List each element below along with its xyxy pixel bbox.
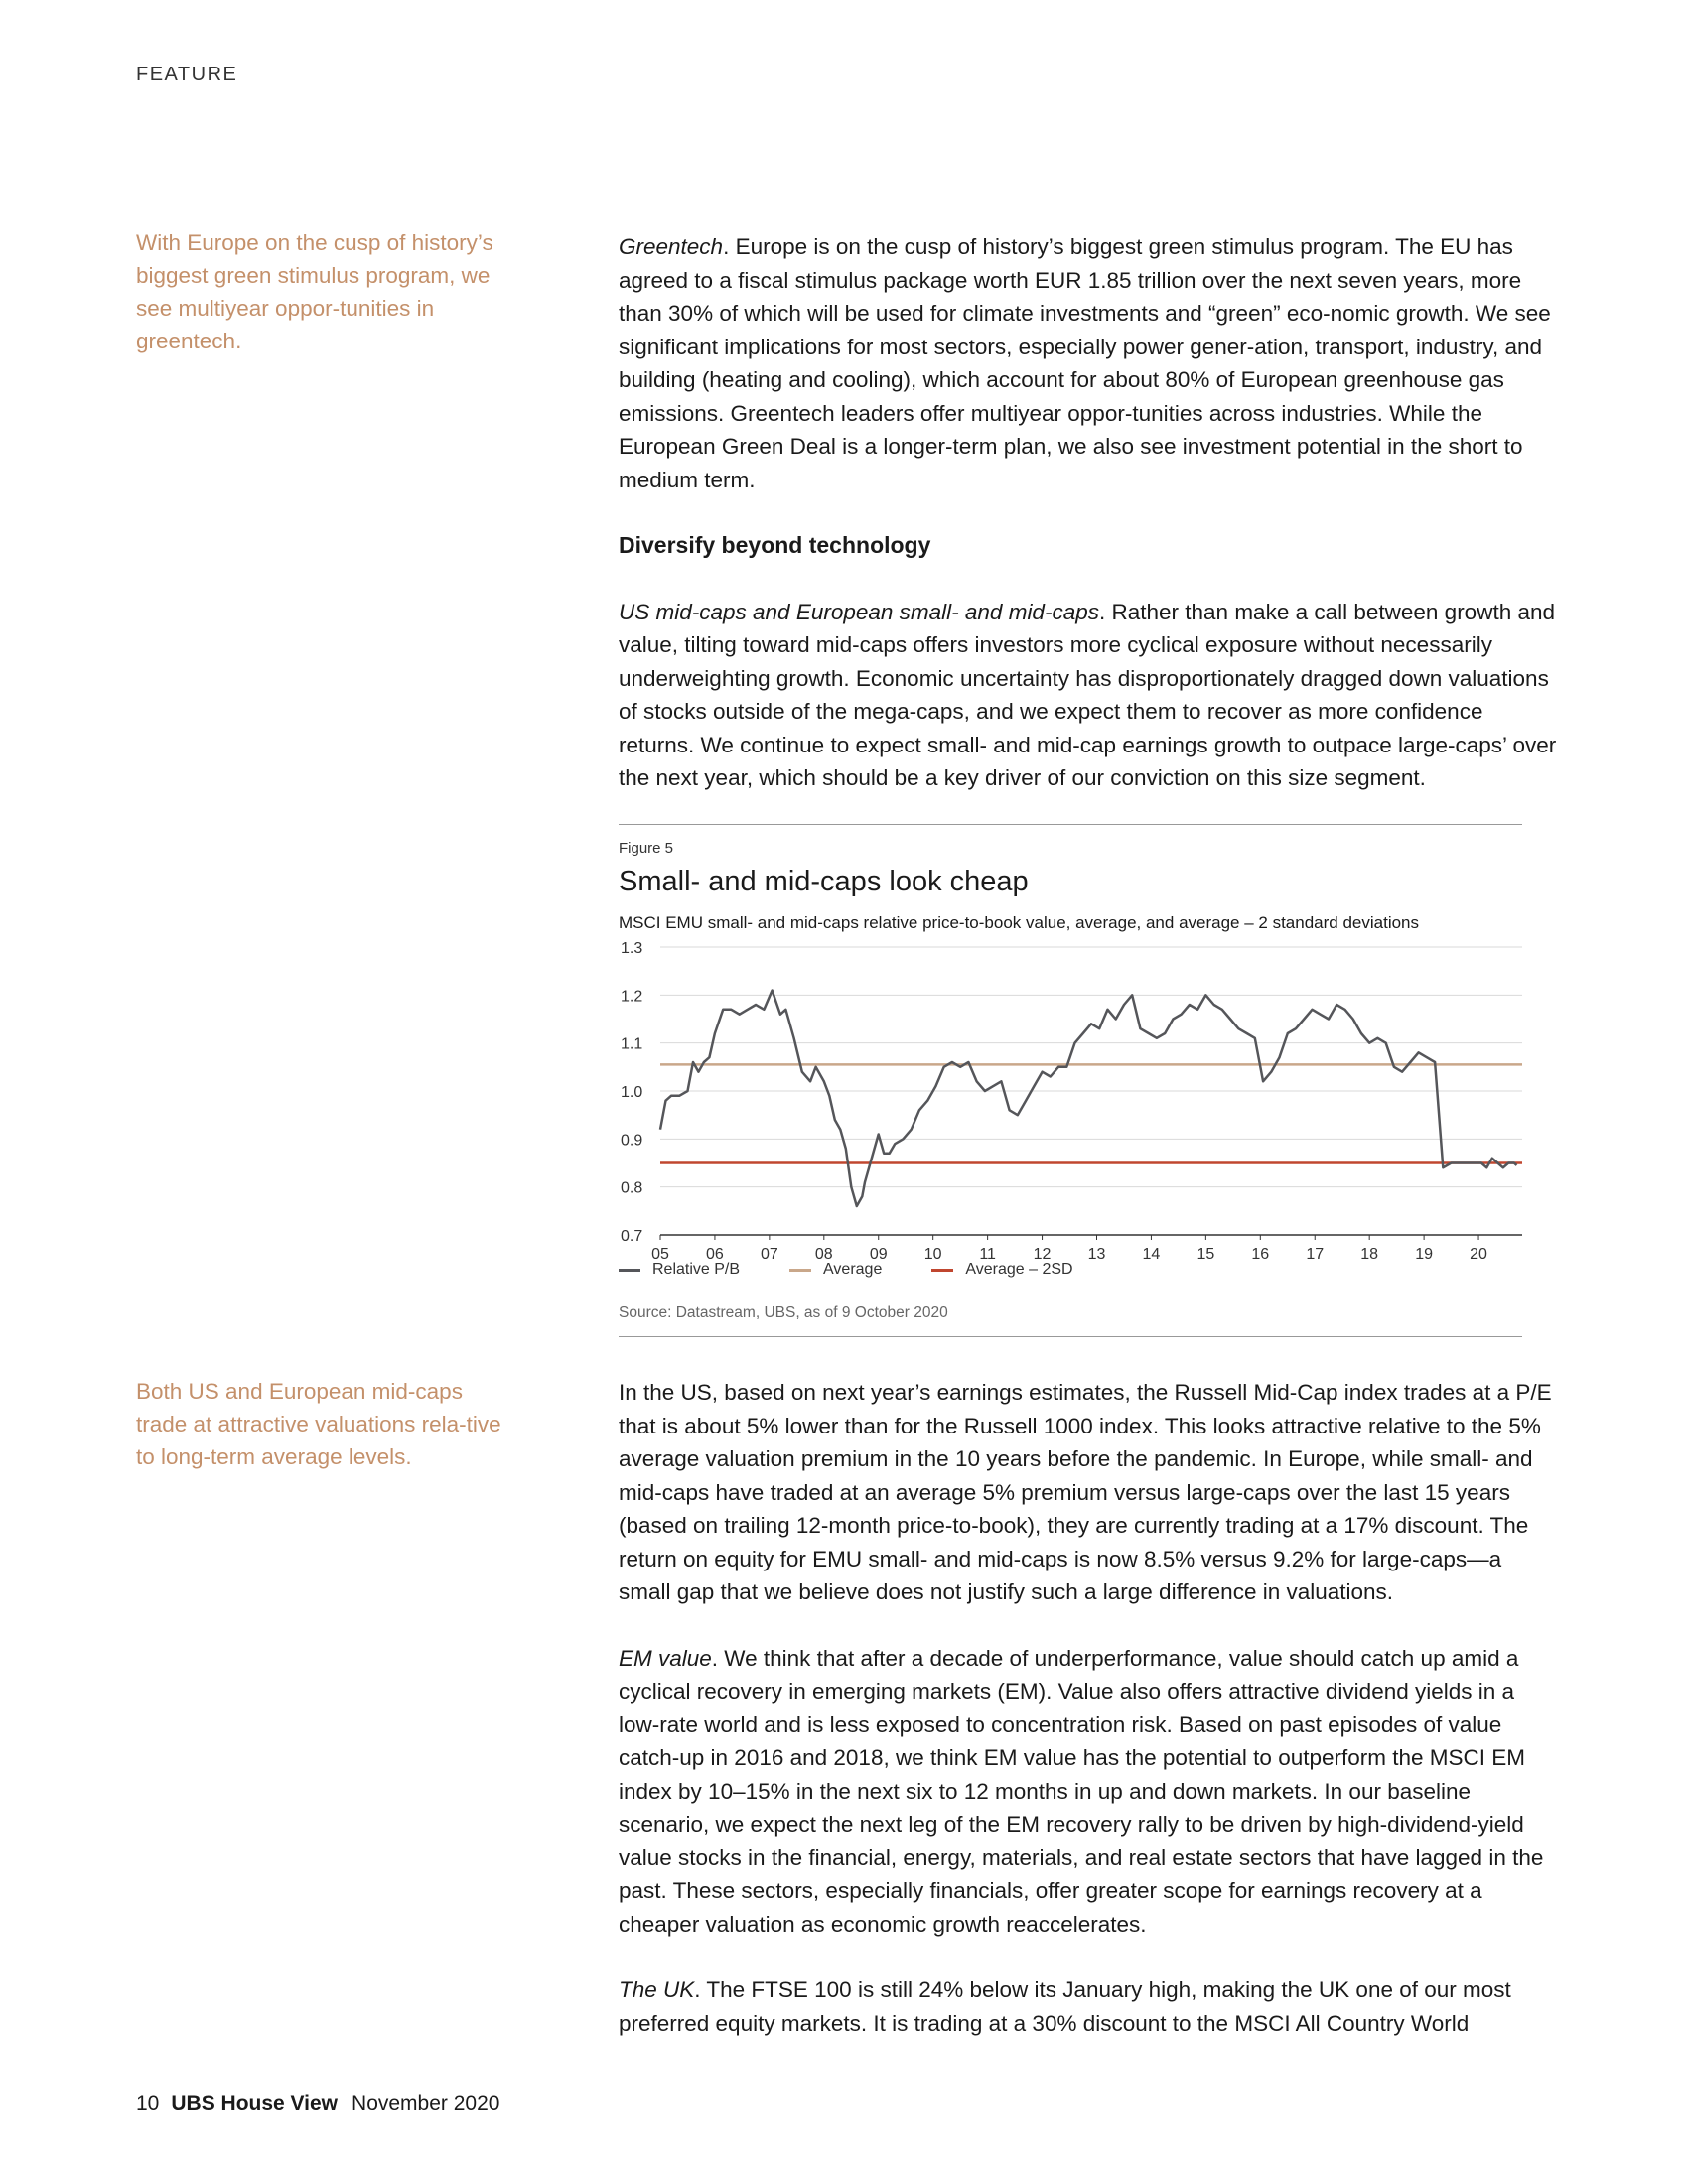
figure-source: Source: Datastream, UBS, as of 9 October 2020 [619,1304,948,1321]
page-number: 10 [136,2092,160,2115]
paragraph-lead: EM value [619,1645,712,1671]
section-label: FEATURE [136,64,238,85]
legend-label: Relative P/B [652,1261,741,1278]
x-tick-label: 05 [651,1246,669,1261]
paragraph-lead: US mid-caps and European small- and mid-caps [619,599,1099,624]
legend-swatch [931,1269,953,1272]
legend-entry [931,1261,1072,1279]
x-tick-label: 09 [869,1246,888,1261]
y-tick-label: 0.9 [621,1132,643,1150]
figure-label: Figure 5 [619,840,674,857]
x-tick-label: 06 [706,1246,724,1261]
x-tick-label: 18 [1360,1246,1379,1261]
y-tick-label: 0.8 [621,1179,643,1197]
paragraph-text: In the US, based on next year’s earnings estimates, the Russell Mid-Cap index trades at a P/E that is about 5% lower than for the Russell 1000 index. This looks attractive relative to the 5% average valuation premium in the 10 years before the pandemic. In Europe, while small- and mid-caps have traded at an average 5% premium versus large-caps over the last 15 years (based on trailing 12-month price-to-book), they are currently trading at a 17% discount. The return on equity for EMU small- and mid-caps is now 8.5% versus 9.2% for large-caps—a small gap that we believe does not justify such a large difference in valuations. [619,1380,1552,1604]
legend-swatch [619,1269,640,1272]
y-tick-label: 1.0 [621,1084,643,1101]
paragraph-uk [619,1974,1557,2040]
body-text-bottom [619,1376,1557,2073]
chart-legend [619,1261,1073,1279]
x-tick-label: 19 [1415,1246,1434,1261]
page-footer [136,2092,499,2116]
paragraph-lead: Greentech [619,234,724,259]
x-tick-label: 11 [979,1246,996,1261]
legend-swatch [789,1269,811,1272]
x-tick-label: 07 [760,1246,778,1261]
figure-top-rule [619,824,1522,825]
figure-title: Small- and mid-caps look cheap [619,866,1029,897]
x-tick-label: 15 [1196,1246,1215,1261]
paragraph-midcaps [619,596,1557,795]
x-tick-label: 13 [1087,1246,1106,1261]
x-tick-label: 10 [923,1246,942,1261]
y-tick-label: 1.3 [621,940,643,957]
pullquote-greentech: With Europe on the cusp of history’s biggest green stimulus program, we see multiyear oppor-tunities in greentech. [136,230,493,353]
figure-5 [619,824,1522,1338]
figure-subtitle: MSCI EMU small- and mid-caps relative price-to-book value, average, and average – 2 standard deviations [619,913,1420,932]
paragraph-lead: The UK [619,1978,695,2002]
y-tick-label: 1.1 [621,1035,643,1053]
paragraph-text: . Europe is on the cusp of history’s biggest green stimulus program. The EU has agreed to a fiscal stimulus package worth EUR 1.85 trillion over the next seven years, more than 30% of which will be used for climate investments and “green” eco-nomic growth. We see significant implications for most sectors, especially power gener-ation, transport, industry, and building (heating and cooling), which account for about 80% of European greenhouse gas emissions. Greentech leaders offer multiyear oppor-tunities across industries. While the European Green Deal is a longer-term plan, we also see investment potential in the short to medium term. [619,234,1551,492]
x-tick-label: 08 [814,1246,833,1261]
legend-label: Average – 2SD [965,1261,1073,1278]
paragraph-text: . The FTSE 100 is still 24% below its January high, making the UK one of our most preferred equity markets. It is trading at a 30% discount to the MSCI All Country World [619,1978,1511,2036]
y-tick-label: 1.2 [621,988,643,1006]
publication-date: November 2020 [352,2092,500,2115]
publication-name: UBS House View [171,2092,339,2115]
x-tick-label: 20 [1470,1246,1487,1261]
paragraph-text: . We think that after a decade of underperformance, value should catch up amid a cyclical recovery in emerging markets (EM). Value also offers attractive dividend yields in a low-rate world and is less exposed to concentration risk. Based on past episodes of value catch-up in 2016 and 2018, we think EM value has the potential to outperform the MSCI EM index by 10–15% in the next six to 12 months in up and down markets. In our baseline scenario, we expect the next leg of the EM recovery rally to be driven by high-dividend-yield value stocks in the financial, energy, materials, and real estate sectors that have lagged in the past. These sectors, especially financials, offer greater scope for earnings recovery at a cheaper valuation as economic growth reaccelerates. [619,1645,1544,1937]
series-line-relative-p-b [660,991,1517,1207]
paragraph-greentech [619,230,1557,496]
x-tick-label: 16 [1251,1246,1270,1261]
section-heading: Diversify beyond technology [619,532,931,558]
legend-label: Average [823,1261,883,1278]
paragraph-em-value [619,1642,1557,1942]
x-tick-label: 12 [1033,1246,1052,1261]
legend-entry [619,1261,740,1279]
pullquote-midcaps: Both US and European mid-caps trade at attractive valuations rela-tive to long-term average levels. [136,1379,501,1469]
paragraph-valuation [619,1376,1557,1609]
y-tick-label: 0.7 [621,1228,643,1245]
figure-bottom-rule [619,1336,1522,1337]
x-tick-label: 17 [1306,1246,1325,1261]
paragraph-text: . Rather than make a call between growth and value, tilting toward mid-caps offers investors more cyclical exposure without necessarily underweighting growth. Economic uncertainty has disproportionately dragged down valuations of stocks outside of the mega-caps, and we expect them to recover as more confidence returns. We continue to expect small- and mid-cap earnings growth to outpace large-caps’ over the next year, which should be a key driver of our conviction on this size segment. [619,599,1557,790]
x-tick-label: 14 [1142,1246,1161,1261]
body-text-top [619,230,1557,828]
legend-entry [789,1261,882,1279]
line-chart [619,933,1522,1261]
